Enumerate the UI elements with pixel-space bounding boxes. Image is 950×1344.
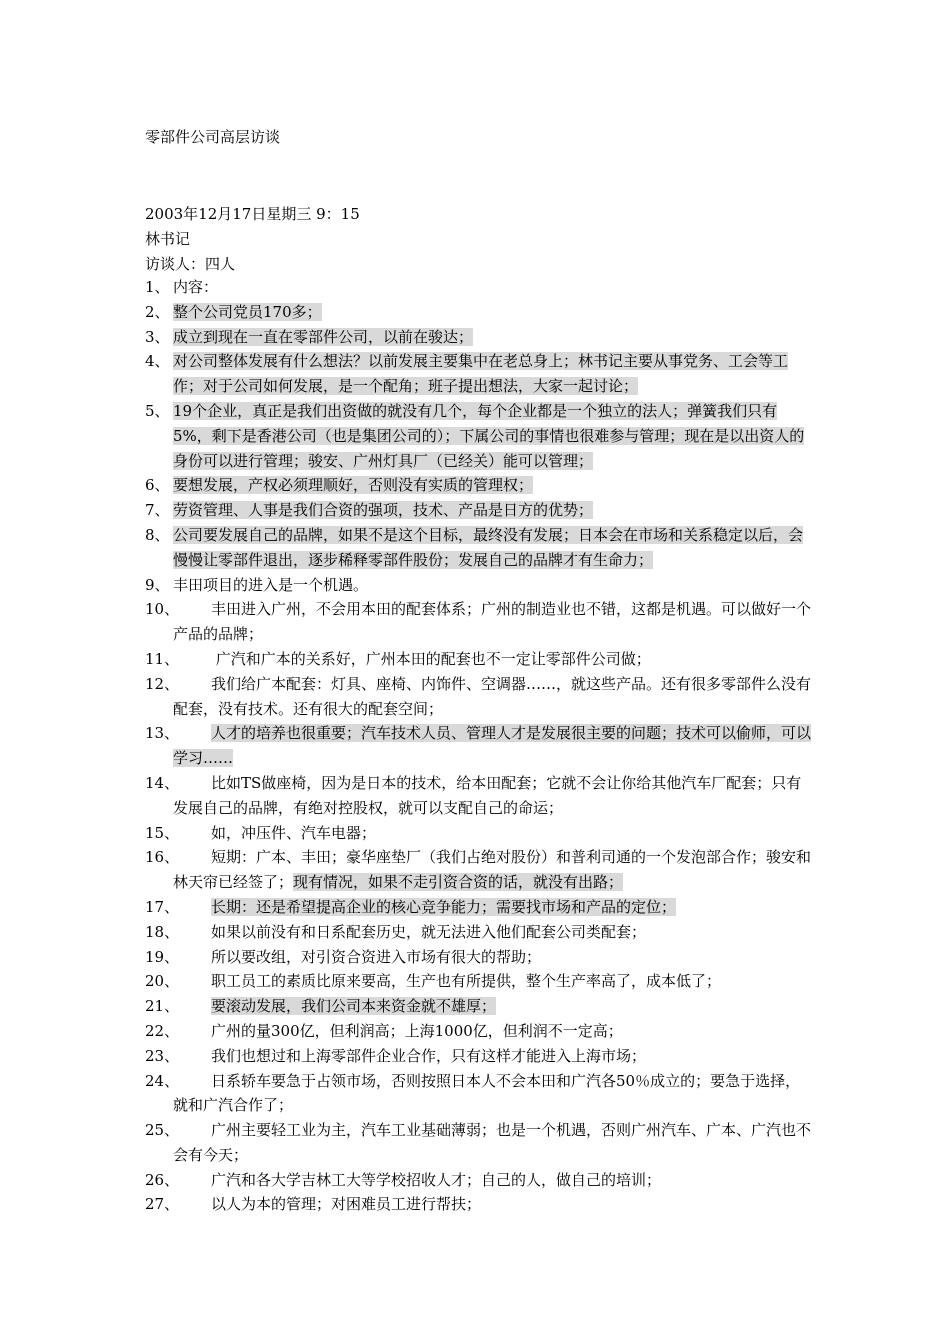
- item-number: 16、: [145, 848, 180, 867]
- item-number: 9、: [145, 575, 170, 594]
- item-text: 我们也想过和上海零部件企业合作，只有这样才能进入上海市场；: [211, 1046, 647, 1065]
- item-text: 我们给广本配套：灯具、座椅、内饰件、空调器……，就这些产品。还有很多零部件么没有配套，没有技术。还有很大的配套空间；: [173, 674, 812, 718]
- item-number: 13、: [145, 724, 180, 743]
- list-item: [145, 349, 813, 399]
- interview-date: 2003年12月17日星期三 9：15: [145, 205, 360, 223]
- interviewee: 林书记: [145, 230, 191, 248]
- list-item: [145, 1044, 813, 1069]
- item-text: 公司要发展自己的品牌，如果不是这个目标，最终没有发展；日本会在市场和关系稳定以后，会慢慢让零部件退出，逐步稀释零部件股份；发展自己的品牌才有生命力；: [173, 525, 804, 569]
- item-number: 5、: [145, 401, 170, 420]
- list-item: [145, 399, 813, 473]
- item-text: 以人为本的管理；对困难员工进行帮扶；: [211, 1195, 482, 1214]
- item-text: 职工员工的素质比原来要高，生产也有所提供，整个生产率高了，成本低了；: [211, 972, 722, 991]
- list-item: [145, 821, 813, 846]
- interview-notes-list: [145, 275, 813, 1217]
- list-item: [145, 300, 813, 325]
- item-number: 19、: [145, 947, 180, 966]
- list-item: [145, 721, 813, 771]
- item-number: 15、: [145, 823, 180, 842]
- list-item: [145, 647, 813, 672]
- item-text: 广汽和广本的关系好，广州本田的配套也不一定让零部件公司做；: [211, 649, 651, 668]
- item-number: 8、: [145, 525, 170, 544]
- item-text: 丰田进入广州，不会用本田的配套体系；广州的制造业也不错，这都是机遇。可以做好一个产品的品牌；: [173, 600, 812, 644]
- item-number: 12、: [145, 674, 180, 693]
- item-number: 1、: [145, 278, 170, 296]
- list-item: [145, 597, 813, 647]
- list-item: [145, 1069, 813, 1119]
- item-text: 对公司整体发展有什么想法？以前发展主要集中在老总身上；林书记主要从事党务、工会等工作；对于公司如何发展，是一个配角；班子提出想法，大家一起讨论；: [173, 352, 789, 396]
- item-number: 4、: [145, 352, 170, 371]
- list-item: [145, 573, 813, 598]
- list-item: [145, 969, 813, 994]
- item-text: 长期：还是希望提高企业的核心竞争能力；需要找市场和产品的定位；: [211, 897, 677, 916]
- item-number: 6、: [145, 476, 170, 495]
- item-number: 23、: [145, 1046, 180, 1065]
- list-item: [145, 1118, 813, 1168]
- list-item: [145, 771, 813, 821]
- item-text: 要滚动发展，我们公司本来资金就不雄厚；: [211, 997, 497, 1016]
- item-number: 25、: [145, 1121, 180, 1140]
- item-number: 11、: [145, 649, 180, 668]
- document-title: 零部件公司高层访谈: [145, 128, 281, 146]
- list-item: [145, 920, 813, 945]
- item-text: 整个公司党员170多；: [173, 302, 322, 321]
- item-text: 日系轿车要急于占领市场，否则按照日本人不会本田和广汽各50％成立的；要急于选择，就和广汽合作了；: [173, 1071, 801, 1115]
- list-item: [145, 945, 813, 970]
- list-item: [145, 845, 813, 895]
- list-item: [145, 1168, 813, 1193]
- item-text: 人才的培养也很重要；汽车技术人员、管理人才是发展很主要的问题；技术可以偷师，可以学习……: [173, 724, 812, 768]
- item-number: 24、: [145, 1071, 180, 1090]
- item-number: 14、: [145, 773, 180, 792]
- list-item: [145, 1192, 813, 1217]
- item-text: 如，冲压件、汽车电器；: [211, 823, 377, 842]
- item-text: 广州主要轻工业为主，汽车工业基础薄弱；也是一个机遇，否则广州汽车、广本、广汽也不会有今天；: [173, 1121, 812, 1164]
- item-text: 成立到现在一直在零部件公司，以前在骏达；: [173, 327, 474, 346]
- item-number: 27、: [145, 1195, 180, 1214]
- item-text: 丰田项目的进入是一个机遇。: [173, 575, 369, 594]
- list-item: [145, 1019, 813, 1044]
- item-number: 20、: [145, 972, 180, 991]
- item-number: 3、: [145, 327, 170, 346]
- item-number: 2、: [145, 302, 170, 321]
- list-item: [145, 672, 813, 722]
- item-text: 比如TS做座椅，因为是日本的技术，给本田配套；它就不会让你给其他汽车厂配套；只有发展自己的品牌，有绝对控股权，就可以支配自己的命运；: [173, 773, 802, 817]
- item-number: 7、: [145, 501, 170, 520]
- list-item: [145, 325, 813, 350]
- list-item: [145, 275, 813, 300]
- list-item: [145, 523, 813, 573]
- item-number: 17、: [145, 897, 180, 916]
- item-text: 要想发展，产权必须理顺好，否则没有实质的管理权；: [173, 476, 534, 495]
- item-text: 19个企业，真正是我们出资做的就没有几个，每个企业都是一个独立的法人；弹簧我们只有5%，剩下是香港公司（也是集团公司的）；下属公司的事情也很难参与管理；现在是以出资人的身份可以进行管理；骏安、广州灯具厂（已经关）能可以管理；: [173, 401, 805, 470]
- interviewers: 访谈人：四人: [145, 255, 236, 273]
- item-text-highlighted: 现有情况，如果不走引资合资的话，就没有出路；: [293, 873, 624, 892]
- item-text: 劳资管理、人事是我们合资的强项，技术、产品是日方的优势；: [173, 501, 594, 520]
- list-item: [145, 895, 813, 920]
- item-text: 内容：: [173, 278, 219, 296]
- list-item: [145, 994, 813, 1019]
- item-number: 26、: [145, 1170, 180, 1189]
- item-text: 广州的量300亿，但利润高；上海1000亿，但利润不一定高；: [211, 1021, 623, 1040]
- item-number: 21、: [145, 997, 180, 1016]
- item-number: 10、: [145, 600, 180, 619]
- item-text: 广汽和各大学吉林工大等学校招收人才；自己的人，做自己的培训；: [211, 1170, 662, 1189]
- list-item: [145, 473, 813, 498]
- item-number: 22、: [145, 1021, 180, 1040]
- item-text: 如果以前没有和日系配套历史，就无法进入他们配套公司类配套；: [211, 922, 647, 941]
- item-text: 所以要改组，对引资合资进入市场有很大的帮助；: [211, 947, 542, 966]
- item-text: 短期：广本、丰田；豪华座垫厂（我们占绝对股份）和普利司通的一个发泡部合作；骏安和林天帘已经签了；: [173, 848, 812, 892]
- list-item: [145, 498, 813, 523]
- item-number: 18、: [145, 922, 180, 941]
